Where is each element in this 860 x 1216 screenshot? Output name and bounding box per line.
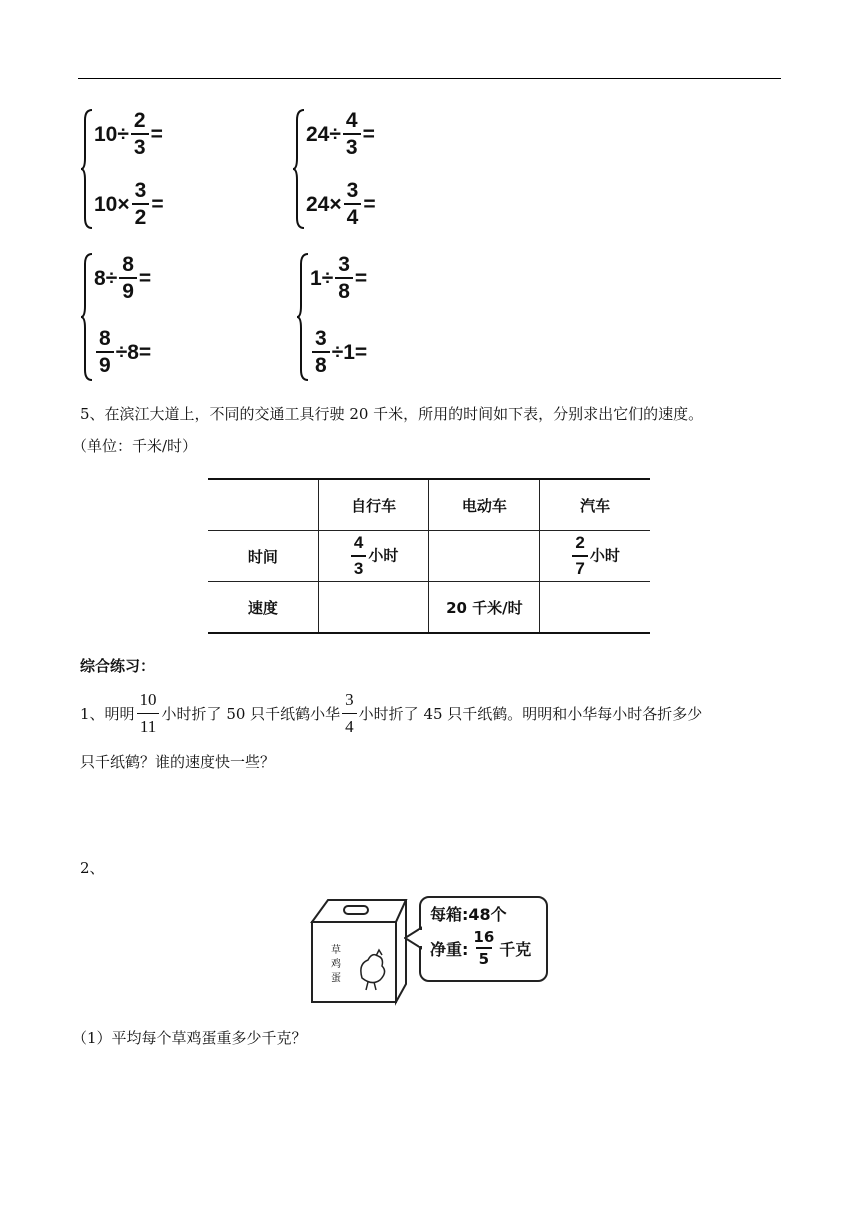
table-header-cell: 电动车 [429,479,540,531]
table-cell [429,531,540,582]
equation: 8 ÷ $\frac{8}{9}$ = [94,253,152,303]
equation-group-1 [80,104,280,234]
equation-group-4 [296,250,496,386]
table-cell [540,582,650,634]
equation-group-3 [80,250,280,386]
bubble-tail-icon [404,926,422,950]
egg-box-label: 草 鸡 蛋 [331,945,341,984]
speed-table [208,478,650,634]
table-row-label: 时间 [208,531,318,582]
equation: 10 × $\frac{3}{2}$ = [94,179,164,229]
table-header-cell: 自行车 [318,479,429,531]
question-5-unit: （单位：千米/时） [72,437,198,455]
equation: $\frac{8}{9}$ ÷ 8 = [94,328,151,376]
problem-2-label: 2、 [80,859,105,877]
egg-box-icon [306,892,410,1006]
problem-1-line-1: 1、明明 $\frac{10}{11}$ 小时折了 50 只千纸鹤小华 $\frac{3}{4}$ 小时折了 45 只千纸鹤。明明和小华每小时各折多少 [80,688,702,739]
equation: 1 ÷ $\frac{3}{8}$ = [310,253,368,303]
equation: 24 × $\frac{3}{4}$ = [306,179,376,229]
table-cell: $\frac{2}{7}$ 小时 [540,531,650,582]
bubble-count: 每箱:48个 [430,905,507,924]
table-header-cell [208,479,318,531]
section-title: 综合练习： [80,657,156,675]
sub-question-1: （1）平均每个草鸡蛋重多少千克？ [72,1029,307,1047]
equation: $\frac{3}{8}$ ÷ 1 = [310,328,367,376]
question-5-text: 5、在滨江大道上，不同的交通工具行驶 20 千米，所用的时间如下表，分别求出它们的速度。 [80,405,704,423]
table-cell: 20 千米/时 [429,582,540,634]
equation: 10 ÷ $\frac{2}{3}$ = [94,109,163,159]
left-brace-icon [296,252,310,382]
table-row [208,582,650,634]
table-row-label: 速度 [208,582,318,634]
equation: 24 ÷ $\frac{4}{3}$ = [306,109,375,159]
header-rule [78,78,781,79]
equation-group-2 [292,104,492,234]
left-brace-icon [80,108,94,230]
problem-1-line-2: 只千纸鹤？谁的速度快一些？ [80,753,276,771]
table-row [208,479,650,531]
left-brace-icon [80,252,94,382]
bubble-weight: 净重: $\frac{16}{5}$ 千克 [430,928,532,968]
table-header-cell: 汽车 [540,479,650,531]
table-cell: $\frac{4}{3}$ 小时 [318,531,429,582]
table-cell [318,582,429,634]
table-row [208,531,650,582]
left-brace-icon [292,108,306,230]
